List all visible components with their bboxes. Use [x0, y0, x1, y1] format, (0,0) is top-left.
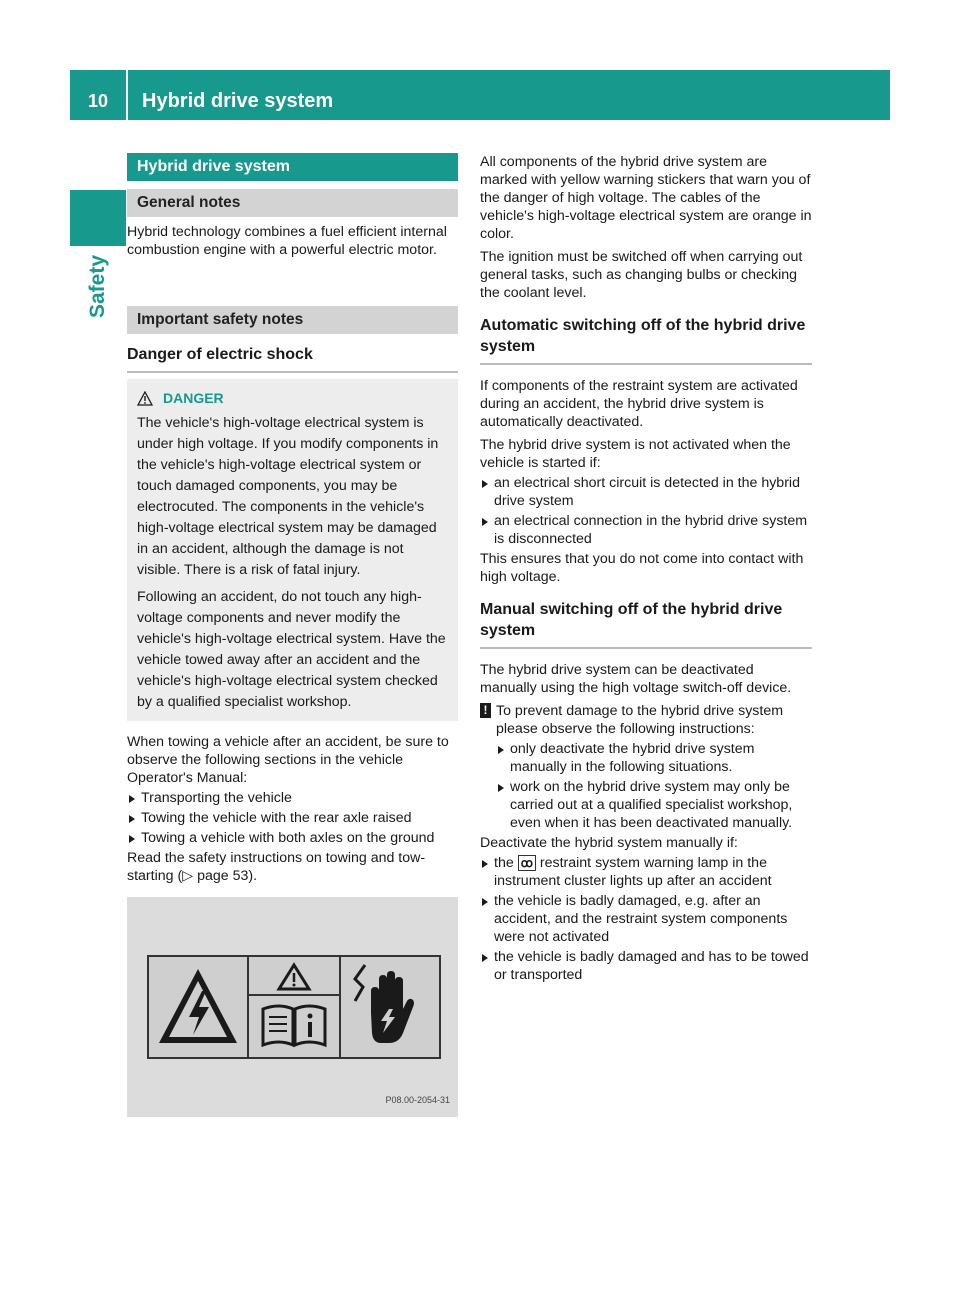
list-item: only deactivate the hybrid drive system manually in the following situations.: [496, 740, 812, 776]
caution-exclamation-icon: !: [480, 703, 491, 718]
important-notes-title: Important safety notes: [127, 306, 458, 334]
auto-paragraph-3: This ensures that you do not come into contact with high voltage.: [480, 551, 804, 585]
manual-paragraph-1: The hybrid drive system can be deactivated manually using the high voltage switch-off device.: [480, 662, 792, 696]
list-item: Transporting the vehicle: [127, 789, 458, 807]
safety-reference: [127, 849, 458, 885]
intro-paragraph-2: The ignition must be switched off when carrying out general tasks, such as changing bulbs or checking the coolant level.: [480, 249, 803, 301]
list-item: the vehicle is badly damaged and has to be towed or transported: [480, 948, 812, 984]
list-item: Towing the vehicle with the rear axle raised: [127, 809, 458, 827]
danger-label: DANGER: [163, 390, 224, 406]
towing-intro: When towing a vehicle after an accident, be sure to observe the following sections in the vehicle Operator's Manual:: [127, 734, 449, 786]
caution-note: [480, 702, 812, 832]
header-divider: [126, 70, 128, 120]
page-ref-arrow-icon: ▷: [182, 868, 194, 884]
list-item: work on the hybrid drive system may only be carried out at a qualified specialist workshop, even when it has been deactivated manually.: [496, 778, 812, 832]
hand-shock-icon: [341, 957, 439, 1057]
auto-paragraph-2: The hybrid drive system is not activated when the vehicle is started if:: [480, 437, 791, 471]
warning-label-figure: [127, 897, 458, 1117]
deact-item-pre: the: [494, 855, 514, 871]
danger-paragraph-1: The vehicle's high-voltage electrical system is under high voltage. If you modify components in the vehicle's high-voltage electrical system or touch damaged components, you may be electrocuted. The components in the vehicle's high-voltage electrical system may be damaged in an accident, although the damage is not visible. There is a risk of fatal injury.: [137, 415, 439, 578]
deactivate-list: [480, 854, 812, 984]
page-number: 10: [87, 91, 109, 111]
intro-paragraph-1: All components of the hybrid drive system are marked with yellow warning stickers that warn you of the danger of high voltage. The cables of the vehicle's high-voltage electrical system are orange in color.: [480, 154, 812, 242]
page-reference-link[interactable]: page 53).: [197, 868, 258, 884]
list-item: the vehicle is badly damaged, e.g. after an accident, and the restraint system components were not activated: [480, 892, 812, 946]
restraint-system-warning-icon: ꝏ: [518, 855, 536, 871]
deactivate-intro: Deactivate the hybrid system manually if:: [480, 835, 738, 851]
manual-warning-icon: [249, 957, 339, 1057]
high-voltage-triangle-icon: [149, 957, 247, 1057]
manual-switch-heading: Manual switching off of the hybrid drive system: [480, 599, 812, 649]
right-column: [480, 153, 812, 986]
high-voltage-cell: [149, 957, 249, 1057]
auto-switch-heading: Automatic switching off of the hybrid drive system: [480, 315, 812, 365]
warning-triangle-icon: [137, 391, 153, 406]
list-item: Towing a vehicle with both axles on the ground: [127, 829, 458, 847]
deact-item-post: restraint system warning lamp in the instrument cluster lights up after an accident: [494, 855, 772, 889]
header-title: Hybrid drive system: [142, 90, 334, 112]
list-item: an electrical short circuit is detected in the hybrid drive system: [480, 474, 812, 510]
shock-heading: Danger of electric shock: [127, 344, 458, 373]
auto-paragraph-1: If components of the restraint system are activated during an accident, the hybrid drive system is automatically deactivated.: [480, 378, 798, 430]
warning-sticker: [147, 955, 441, 1059]
danger-header: [137, 389, 450, 407]
page-header: [70, 70, 890, 120]
list-item: an electrical connection in the hybrid drive system is disconnected: [480, 512, 812, 548]
towing-list: [127, 789, 458, 847]
danger-paragraph-2: Following an accident, do not touch any high-voltage components and never modify the vehicle's high-voltage electrical system. Have the vehicle towed away after an accident and the vehicle's high-voltage electrical system checked by a qualified specialist workshop.: [137, 589, 446, 710]
caution-list: [496, 740, 812, 832]
caution-text: To prevent damage to the hybrid drive system please observe the following instructions:: [496, 703, 784, 737]
auto-conditions-list: [480, 474, 812, 548]
no-touch-cell: [341, 957, 439, 1057]
section-title: Hybrid drive system: [127, 153, 458, 181]
manual-cell: [249, 957, 341, 1057]
general-notes-text: Hybrid technology combines a fuel efficient internal combustion engine with a powerful electric motor.: [127, 224, 447, 258]
safety-ref-text: Read the safety instructions on towing and tow-starting (: [127, 850, 426, 884]
danger-box: [127, 379, 458, 721]
general-notes-title: General notes: [127, 189, 458, 217]
side-tab-marker: [70, 190, 126, 246]
left-column: [127, 153, 458, 1117]
figure-code: P08.00-2054-31: [385, 1095, 450, 1105]
side-section-label: Safety: [86, 254, 109, 318]
list-item: [480, 854, 812, 890]
